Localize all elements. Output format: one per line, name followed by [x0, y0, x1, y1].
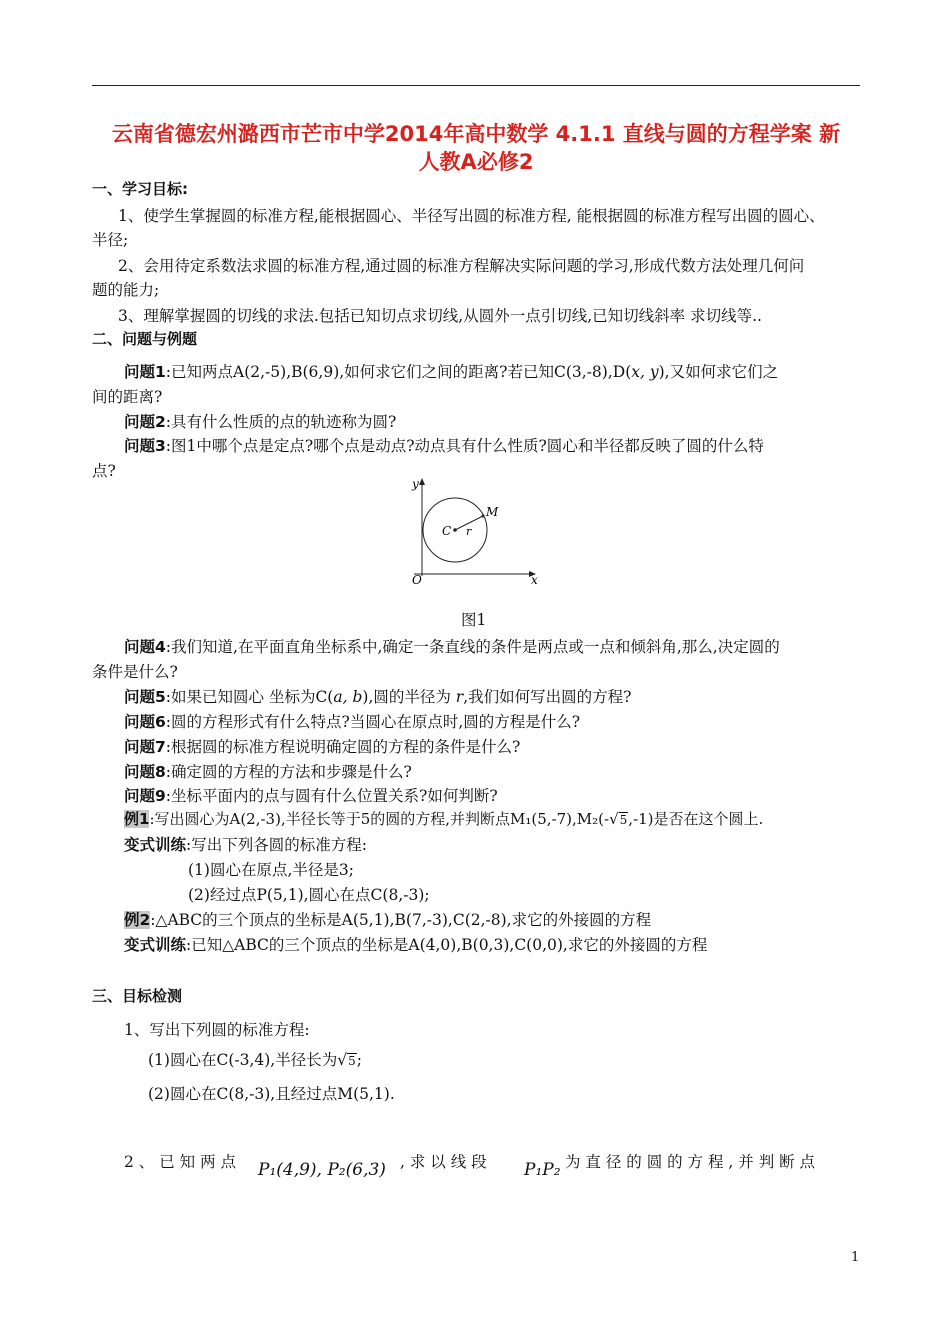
x-label: x [531, 573, 538, 586]
figure1-circle-diagram [400, 476, 550, 586]
question3-line2: 点? [92, 462, 116, 480]
test1-item1: (1)圆心在C(-3,4),半径长为√5; [148, 1051, 362, 1069]
page-number: 1 [851, 1250, 860, 1265]
document-title-line2: 人教A必修2 [418, 150, 534, 174]
question8: 问题8:确定圆的方程的方法和步骤是什么? [124, 763, 412, 781]
figure1-caption: 图1 [461, 611, 487, 629]
sqrt-symbol: √5 [609, 810, 628, 828]
test2-segment: P₁P₂ [524, 1160, 561, 1180]
question4-line2: 条件是什么? [92, 663, 178, 681]
question6: 问题6:圆的方程形式有什么特点?当圆心在原点时,圆的方程是什么? [124, 713, 581, 731]
sqrt-symbol: √5 [337, 1051, 356, 1069]
variant1-item1: (1)圆心在原点,半径是3; [188, 861, 354, 879]
section1-heading: 一、学习目标: [92, 180, 188, 198]
example1: 例1:写出圆心为A(2,-3),半径长等于5的圆的方程,并判断点M₁(5,-7),M₂(-√5,-1)是否在这个圆上. [124, 810, 764, 828]
variant1-item2: (2)经过点P(5,1),圆心在点C(8,-3); [188, 886, 430, 904]
point-m [482, 515, 485, 518]
question1-label: 问题1 [124, 363, 166, 381]
question4-line1: 问题4:我们知道,在平面直角坐标系中,确定一条直线的条件是两点或一点和倾斜角,那么,决定圆的 [124, 638, 780, 656]
question1-line1: 问题1:已知两点A(2,-5),B(6,9),如何求它们之间的距离?若已知C(3,-8),D(x, y),又如何求它们之 [124, 363, 779, 381]
variant1-intro: 变式训练:写出下列各圆的标准方程: [124, 836, 367, 854]
m-label: M [486, 505, 499, 519]
question2: 问题2:具有什么性质的点的轨迹称为圆? [124, 413, 397, 431]
question7: 问题7:根据圆的标准方程说明确定圆的方程的条件是什么? [124, 738, 521, 756]
section2-heading: 二、问题与例题 [92, 330, 198, 348]
goal2-line1: 2、会用待定系数法求圆的标准方程,通过圆的标准方程解决实际问题的学习,形成代数方法处理几何问 [118, 257, 805, 275]
radius-label: r [466, 525, 472, 538]
center-label: C [442, 524, 452, 538]
test2-part3: 为 直 径 的 圆 的 方 程 , 并 判 断 点 [565, 1153, 816, 1171]
example2: 例2:△ABC的三个顶点的坐标是A(5,1),B(7,-3),C(2,-8),求它的外接圆的方程 [124, 911, 652, 929]
goal1-line1: 1、使学生掌握圆的标准方程,能根据圆心、半径写出圆的标准方程, 能根据圆的标准方程写出圆的圆心、 [118, 207, 825, 225]
y-axis-arrow-icon [419, 478, 425, 485]
header-rule [92, 85, 860, 86]
variant2: 变式训练:已知△ABC的三个顶点的坐标是A(4,0),B(0,3),C(0,0),求它的外接圆的方程 [124, 936, 708, 954]
test2-part2: , 求 以 线 段 [400, 1153, 487, 1171]
test2-points: P₁(4,9), P₂(6,3) [258, 1160, 386, 1180]
question1-line2: 间的距离? [92, 388, 163, 406]
test1-item2: (2)圆心在C(8,-3),且经过点M(5,1). [148, 1085, 395, 1103]
goal1-line2: 半径; [92, 231, 129, 249]
test1-intro: 1、写出下列圆的标准方程: [124, 1021, 310, 1039]
document-title-line1: 云南省德宏州潞西市芒市中学2014年高中数学 4.1.1 直线与圆的方程学案 新 [111, 122, 841, 146]
question3-line1: 问题3:图1中哪个点是定点?哪个点是动点?动点具有什么性质?圆心和半径都反映了圆的什么特 [124, 437, 764, 455]
question5: 问题5:如果已知圆心 坐标为C(a, b),圆的半径为 r,我们如何写出圆的方程? [124, 688, 632, 706]
origin-label: O [412, 573, 422, 586]
goal3: 3、理解掌握圆的切线的求法.包括已知切点求切线,从圆外一点引切线,已知切线斜率 求切线等.. [118, 307, 762, 325]
y-label: y [412, 477, 419, 491]
section3-heading: 三、目标检测 [92, 987, 183, 1005]
test2-part1: 2 、 已 知 两 点 [124, 1153, 236, 1171]
question9: 问题9:坐标平面内的点与圆有什么位置关系?如何判断? [124, 787, 498, 805]
goal2-line2: 题的能力; [92, 281, 160, 299]
